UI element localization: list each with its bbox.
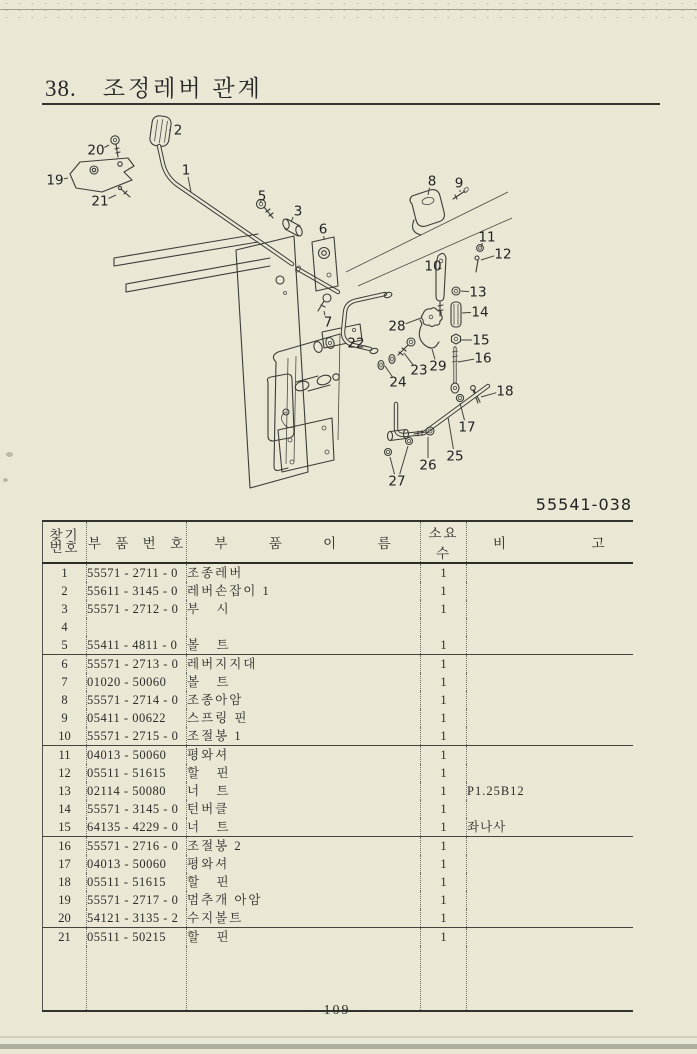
cell-part-name: 볼 트 xyxy=(187,636,421,655)
callout-17: 17 xyxy=(458,419,476,436)
cell-find-no: 5 xyxy=(43,636,87,655)
callout-8: 8 xyxy=(427,173,437,190)
header-part-name: 부 품 이 름 xyxy=(187,521,421,563)
leader-line-25 xyxy=(448,417,453,449)
cell-remarks xyxy=(467,600,633,618)
leader-line-19 xyxy=(64,178,68,179)
cell-remarks xyxy=(467,909,633,928)
parts-table-body xyxy=(43,563,633,946)
cell-part-number: 05411 - 00622 xyxy=(87,709,187,727)
cell-part-name: 수지볼트 xyxy=(187,909,421,928)
table-row xyxy=(43,673,633,691)
table-row xyxy=(43,582,633,600)
cell-part-name: 너 트 xyxy=(187,818,421,837)
callout-3: 3 xyxy=(293,203,303,220)
cell-remarks xyxy=(467,928,633,947)
cell-quantity: 1 xyxy=(421,818,467,837)
callout-22: 22 xyxy=(347,335,365,352)
callout-11: 11 xyxy=(478,229,496,246)
callout-18: 18 xyxy=(496,383,514,400)
cell-remarks xyxy=(467,891,633,909)
header-quantity: 소요수 xyxy=(421,521,467,563)
scan-bottom-shadow xyxy=(0,1036,697,1038)
scan-bottom-edge xyxy=(0,1044,697,1049)
header-part-number: 부 품 번 호 xyxy=(87,521,187,563)
table-row xyxy=(43,636,633,655)
table-row xyxy=(43,563,633,582)
cell-find-no: 15 xyxy=(43,818,87,837)
cell-remarks xyxy=(467,709,633,727)
callout-15: 15 xyxy=(472,332,490,349)
cell-remarks xyxy=(467,746,633,765)
cell-find-no: 10 xyxy=(43,727,87,746)
cell-find-no: 19 xyxy=(58,893,71,907)
callout-12: 12 xyxy=(494,246,512,263)
cell-find-no: 17 xyxy=(58,857,71,871)
callout-28: 28 xyxy=(388,318,406,335)
cell-part-name: 턴버클 xyxy=(187,800,421,818)
table-row xyxy=(43,764,633,782)
cell-quantity: 1 xyxy=(421,873,467,891)
table-row xyxy=(43,891,633,909)
callout-19: 19 xyxy=(46,172,64,189)
cell-quantity: 1 xyxy=(421,837,467,856)
cell-part-number: 55571 - 2712 - 0 xyxy=(87,600,187,618)
leader-line-18 xyxy=(481,393,496,397)
cell-quantity: 1 xyxy=(421,563,467,582)
callout-21: 21 xyxy=(91,193,109,210)
bolt-23 xyxy=(398,338,415,355)
nut-15 xyxy=(452,334,461,344)
cell-part-name: 할 핀 xyxy=(187,928,421,947)
cell-find-no: 9 xyxy=(61,711,68,725)
cell-part-name: 레버지지대 xyxy=(187,655,421,674)
scan-smudge xyxy=(6,452,13,457)
table-filler-row xyxy=(43,946,633,1011)
callout-2: 2 xyxy=(173,122,183,139)
cell-remarks xyxy=(467,873,633,891)
callout-23: 23 xyxy=(410,362,428,379)
cell-part-name: 평와셔 xyxy=(187,746,421,765)
cell-remarks xyxy=(467,855,633,873)
cell-part-number: 55571 - 2714 - 0 xyxy=(87,691,187,709)
plain-washer-top xyxy=(477,245,484,252)
cell-find-no: 1 xyxy=(61,566,68,580)
cell-remarks xyxy=(467,618,633,636)
callout-27: 27 xyxy=(388,473,406,490)
cell-part-name: 스프링 핀 xyxy=(187,709,421,727)
cell-remarks xyxy=(467,582,633,600)
clamp-28 xyxy=(422,308,443,327)
cell-part-name: 너 트 xyxy=(187,782,421,800)
cell-quantity: 1 xyxy=(421,891,467,909)
section-number: 38. xyxy=(45,76,77,101)
table-row xyxy=(43,600,633,618)
cell-find-no: 13 xyxy=(58,784,71,798)
cell-find-no: 2 xyxy=(61,584,68,598)
stopper-bracket xyxy=(70,158,134,192)
cell-part-number: 54121 - 3135 - 2 xyxy=(87,909,187,928)
cell-remarks xyxy=(467,764,633,782)
table-row xyxy=(43,818,633,837)
table-row xyxy=(43,873,633,891)
cell-quantity: 1 xyxy=(421,727,467,746)
cell-remarks xyxy=(467,673,633,691)
support-bolt xyxy=(318,294,331,311)
chassis-rails xyxy=(114,234,270,292)
cell-part-name: 조종아암 xyxy=(187,691,421,709)
cell-remarks xyxy=(467,691,633,709)
leader-line-28 xyxy=(406,318,422,324)
cell-part-number: 05511 - 50215 xyxy=(87,928,187,947)
hook-29 xyxy=(419,320,439,348)
cell-remarks: 좌나사 xyxy=(467,818,633,837)
table-row xyxy=(43,727,633,746)
callout-14: 14 xyxy=(471,304,489,321)
cell-part-name: 볼 트 xyxy=(187,673,421,691)
cell-part-name xyxy=(187,618,421,636)
cell-find-no: 3 xyxy=(61,602,68,616)
table-row xyxy=(43,928,633,947)
lever-knob xyxy=(149,115,172,147)
washers-24 xyxy=(378,355,395,370)
cell-remarks xyxy=(467,800,633,818)
control-arm xyxy=(410,190,444,235)
header-find-number: 찾기 번호 xyxy=(43,521,87,563)
cell-quantity: 1 xyxy=(421,928,467,947)
cell-quantity: 1 xyxy=(421,673,467,691)
cell-quantity: 1 xyxy=(421,909,467,928)
callout-24: 24 xyxy=(389,374,407,391)
table-row xyxy=(43,655,633,674)
cell-quantity: 1 xyxy=(421,800,467,818)
table-row xyxy=(43,909,633,928)
leader-line-12 xyxy=(481,256,494,260)
leader-line-14 xyxy=(462,312,471,313)
cell-remarks xyxy=(467,563,633,582)
console-panel xyxy=(236,236,365,488)
cell-part-number: 55571 - 2717 - 0 xyxy=(87,891,187,909)
table-row xyxy=(43,855,633,873)
cell-remarks: P1.25B12 xyxy=(467,782,633,800)
cell-find-no: 20 xyxy=(43,909,87,928)
nut-13 xyxy=(452,287,460,295)
cell-find-no: 4 xyxy=(61,620,68,634)
cell-remarks xyxy=(467,727,633,746)
cell-part-number: 01020 - 50060 xyxy=(87,673,187,691)
cell-part-number: 04013 - 50060 xyxy=(87,746,187,765)
cell-part-name: 조절봉 2 xyxy=(187,837,421,856)
leader-line-27 xyxy=(390,457,395,474)
cell-find-no: 7 xyxy=(61,675,68,689)
callout-20: 20 xyxy=(87,142,105,159)
cell-part-number: 05511 - 51615 xyxy=(87,764,187,782)
table-row xyxy=(43,618,633,636)
adjust-rod-2 xyxy=(451,348,459,393)
cell-part-number: 64135 - 4229 - 0 xyxy=(87,818,187,837)
cell-find-no: 12 xyxy=(58,766,71,780)
table-row xyxy=(43,782,633,800)
cell-part-name: 레버손잡이 1 xyxy=(187,582,421,600)
cell-quantity: 1 xyxy=(421,764,467,782)
page-title xyxy=(45,70,263,103)
leader-line-13 xyxy=(461,291,469,292)
diagram-svg xyxy=(40,100,560,500)
leader-line-1 xyxy=(188,177,191,192)
exploded-parts-diagram xyxy=(40,100,560,500)
cell-part-number xyxy=(87,618,187,636)
leader-line-21 xyxy=(108,195,116,199)
cell-find-no: 18 xyxy=(58,875,71,889)
cell-part-number: 55611 - 3145 - 0 xyxy=(87,582,187,600)
callout-25: 25 xyxy=(446,448,464,465)
section-title: 조정레버 관계 xyxy=(102,76,263,101)
cell-quantity: 1 xyxy=(421,636,467,655)
cell-part-number: 02114 - 50080 xyxy=(87,782,187,800)
page-number: — 109 — xyxy=(302,1003,372,1018)
cell-part-number: 55571 - 2716 - 0 xyxy=(87,837,187,856)
callout-10: 10 xyxy=(424,258,442,275)
cell-part-number: 55571 - 2713 - 0 xyxy=(87,655,187,674)
table-row xyxy=(43,709,633,727)
cell-find-no: 6 xyxy=(61,657,68,671)
turnbuckle xyxy=(451,302,461,327)
cell-part-number: 05511 - 51615 xyxy=(87,873,187,891)
leader-line-20 xyxy=(104,145,109,148)
cell-remarks xyxy=(467,655,633,674)
callout-5: 5 xyxy=(257,188,267,205)
leader-line-27 xyxy=(400,446,408,474)
callout-6: 6 xyxy=(318,221,328,238)
small-pin xyxy=(118,186,130,197)
table-header-row xyxy=(43,521,633,563)
cell-part-number: 55411 - 4811 - 0 xyxy=(87,636,187,655)
cell-remarks xyxy=(467,837,633,856)
cell-part-number: 55571 - 2711 - 0 xyxy=(87,563,187,582)
parts-table xyxy=(42,520,633,1012)
cell-quantity: 1 xyxy=(421,600,467,618)
callout-1: 1 xyxy=(181,162,191,179)
table-row xyxy=(43,800,633,818)
scan-top-edge-line xyxy=(0,9,697,10)
knob-bolt xyxy=(111,136,120,157)
scan-noise-band xyxy=(0,0,697,24)
table-row xyxy=(43,691,633,709)
cell-part-name: 할 핀 xyxy=(187,764,421,782)
cell-quantity: 1 xyxy=(421,782,467,800)
figure-number: 55541-038 xyxy=(535,495,632,514)
cell-part-number: 55571 - 3145 - 0 xyxy=(87,800,187,818)
cell-find-no: 21 xyxy=(58,930,71,944)
cell-quantity: 1 xyxy=(421,746,467,765)
cotter-pin-top xyxy=(475,256,479,272)
cell-quantity: 1 xyxy=(421,855,467,873)
callout-26: 26 xyxy=(419,457,437,474)
cell-quantity: 1 xyxy=(421,709,467,727)
cell-part-name: 할 핀 xyxy=(187,873,421,891)
header-remarks: 비 고 xyxy=(467,521,633,563)
cell-find-no: 14 xyxy=(58,802,71,816)
callout-13: 13 xyxy=(469,284,487,301)
callout-16: 16 xyxy=(474,350,492,367)
cell-find-no: 11 xyxy=(58,748,71,762)
cell-quantity: 1 xyxy=(421,582,467,600)
cell-part-name: 평와셔 xyxy=(187,855,421,873)
cell-part-name: 조종레버 xyxy=(187,563,421,582)
cell-part-number: 55571 - 2715 - 0 xyxy=(87,727,187,746)
cell-part-name: 부 시 xyxy=(187,600,421,618)
cell-part-name: 멈추개 아암 xyxy=(187,891,421,909)
leader-line-16 xyxy=(458,359,474,362)
callout-29: 29 xyxy=(429,358,447,375)
cell-find-no: 16 xyxy=(58,839,71,853)
cell-remarks xyxy=(467,636,633,655)
callout-7: 7 xyxy=(323,314,333,331)
cell-find-no: 8 xyxy=(61,693,68,707)
cell-quantity: 1 xyxy=(421,655,467,674)
scan-smudge xyxy=(3,478,8,482)
plain-washer-bottom xyxy=(456,394,463,401)
bushing xyxy=(282,218,303,236)
cell-quantity xyxy=(421,618,467,636)
cell-part-name: 조절봉 1 xyxy=(187,727,421,746)
table-row xyxy=(43,746,633,765)
cell-part-number: 04013 - 50060 xyxy=(87,855,187,873)
cell-quantity: 1 xyxy=(421,691,467,709)
table-row xyxy=(43,837,633,856)
callout-9: 9 xyxy=(454,175,464,192)
